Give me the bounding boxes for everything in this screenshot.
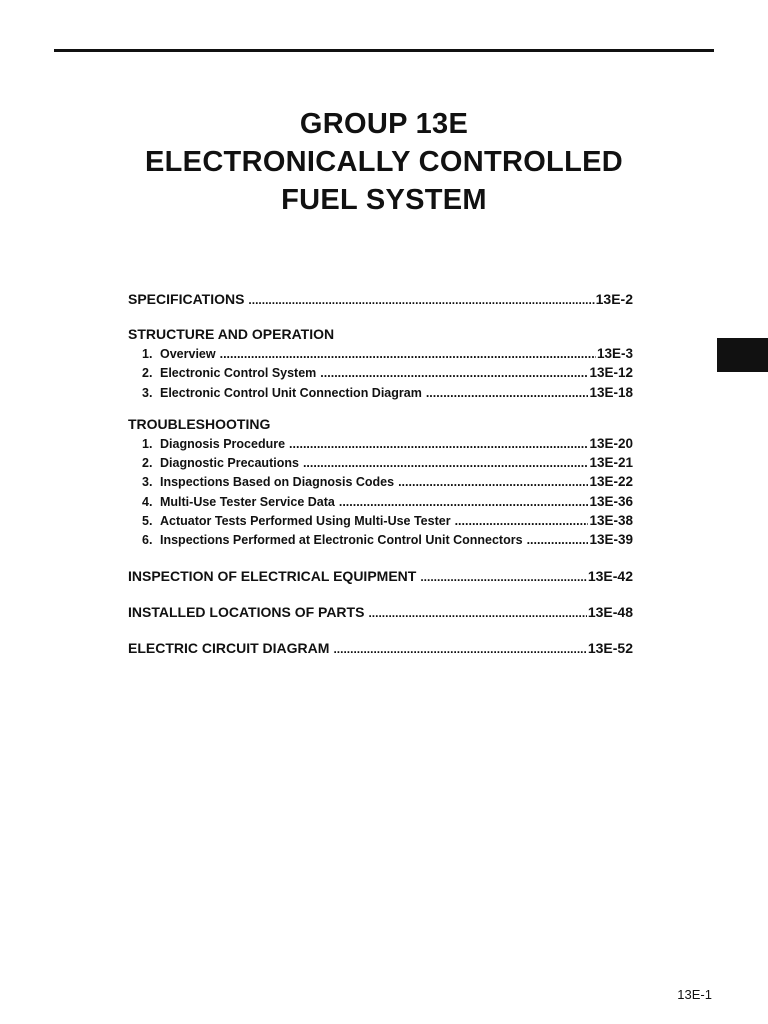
toc-entry-page: 13E-18 [589, 384, 633, 400]
toc-entry-inspections-diagnosis-codes[interactable] [128, 472, 633, 491]
toc-entry-diagnosis-procedure[interactable] [128, 434, 633, 453]
toc-entry-label: ELECTRIC CIRCUIT DIAGRAM [128, 639, 330, 656]
section-tab-marker [717, 338, 768, 372]
toc-entry-multi-use-tester-data[interactable] [128, 492, 633, 511]
toc-entry-page: 13E-21 [589, 455, 633, 471]
toc-entry-page: 13E-38 [589, 513, 633, 529]
toc-entry-page: 13E-39 [589, 532, 633, 548]
toc-entry-label: Inspections Based on Diagnosis Codes [160, 475, 395, 490]
dot-leader [220, 345, 596, 364]
toc-entry-number: 6. [142, 533, 153, 548]
toc-entry-label: Inspections Performed at Electronic Control Unit Connectors [160, 533, 523, 548]
toc-entry-label: Diagnostic Precautions [160, 456, 299, 471]
toc-entry-number: 3. [142, 475, 153, 490]
dot-leader [368, 604, 586, 623]
toc-entry-label: Actuator Tests Performed Using Multi-Use Tester [160, 514, 451, 529]
toc-entry-label: INSPECTION OF ELECTRICAL EQUIPMENT [128, 567, 417, 584]
toc-entry-ecu-connection-diagram[interactable] [128, 383, 633, 402]
page-title-line-1: ELECTRONICALLY CONTROLLED [145, 146, 623, 178]
dot-leader [320, 364, 588, 383]
toc-entry-diagnostic-precautions[interactable] [128, 453, 633, 472]
toc-entry-label: Multi-Use Tester Service Data [160, 494, 335, 509]
toc-entry-page: 13E-12 [589, 365, 633, 381]
dot-leader [420, 568, 587, 587]
dot-leader [426, 384, 589, 403]
toc-entry-page: 13E-22 [589, 474, 633, 490]
dot-leader [339, 493, 589, 512]
dot-leader [303, 454, 589, 473]
toc-entry-number: 4. [142, 494, 153, 509]
toc-entry-inspection-electrical[interactable] [128, 567, 633, 586]
dot-leader [398, 473, 588, 492]
toc-heading-structure: STRUCTURE AND OPERATION [128, 326, 335, 342]
dot-leader [527, 531, 589, 550]
toc-entry-number: 2. [142, 366, 153, 381]
toc-entry-page: 13E-3 [596, 346, 633, 361]
toc-entry-page: 13E-2 [595, 291, 633, 307]
toc-entry-page: 13E-20 [589, 435, 633, 451]
toc-entry-label: Electronic Control Unit Connection Diagram [160, 385, 422, 400]
toc-entry-page: 13E-48 [587, 603, 633, 620]
dot-leader [455, 512, 589, 531]
toc-entry-circuit-diagram[interactable] [128, 639, 633, 658]
title-block [0, 105, 768, 219]
dot-leader [289, 435, 588, 454]
top-rule [54, 49, 714, 52]
group-title: GROUP 13E [299, 108, 469, 140]
toc-entry-label: Electronic Control System [160, 366, 317, 381]
toc-entry-page: 13E-36 [589, 493, 633, 509]
toc-entry-electronic-control-system[interactable] [128, 363, 633, 382]
toc-entry-label: INSTALLED LOCATIONS OF PARTS [128, 603, 365, 620]
toc-entry-number: 2. [142, 456, 153, 471]
toc-entry-page: 13E-42 [587, 567, 633, 584]
toc-entry-number: 1. [142, 436, 153, 451]
page-title-line-2: FUEL SYSTEM [281, 184, 487, 216]
toc-entry-label: Diagnosis Procedure [160, 436, 286, 451]
toc-entry-installed-locations[interactable] [128, 603, 633, 622]
toc-entry-page: 13E-52 [587, 639, 633, 656]
toc-entry-overview[interactable] [128, 344, 633, 363]
toc-entry-number: 3. [142, 385, 153, 400]
toc-entry-number: 5. [142, 514, 153, 529]
toc-entry-ecu-connector-inspections[interactable] [128, 530, 633, 549]
toc-heading-troubleshooting: TROUBLESHOOTING [128, 415, 271, 432]
toc-entry-number: 1. [142, 347, 153, 361]
page-number: 13E-1 [677, 987, 712, 1002]
dot-leader [248, 291, 594, 310]
toc-entry-label: Overview [160, 347, 216, 361]
toc-entry-specifications[interactable] [128, 290, 633, 309]
toc-entry-actuator-tests[interactable] [128, 511, 633, 530]
toc-entry-label: SPECIFICATIONS [128, 291, 245, 307]
dot-leader [333, 640, 586, 659]
table-of-contents [128, 290, 633, 658]
